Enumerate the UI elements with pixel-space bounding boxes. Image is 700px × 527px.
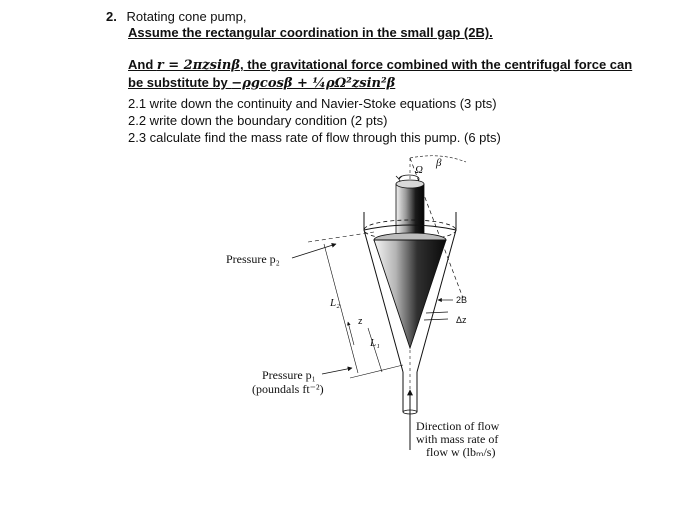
problem-number: 2. bbox=[106, 9, 117, 24]
flow-caption-line3: flow w (lbₘ/s) bbox=[426, 445, 496, 459]
pressure-p2-arrow bbox=[292, 244, 336, 258]
question-2-1: 2.1 write down the continuity and Navier-Stoke equations (3 pts) bbox=[128, 96, 497, 111]
pressure-p2-label: Pressure p₂ bbox=[226, 252, 280, 266]
l1-dimension-line bbox=[368, 328, 382, 372]
rotating-shaft bbox=[396, 184, 424, 240]
rotating-cone-pump-figure bbox=[220, 150, 550, 465]
z-label: z bbox=[358, 316, 363, 326]
assumption-text: Assume the rectangular coordination in the small gap (2B). bbox=[128, 25, 493, 40]
flow-caption-line2: with mass rate of bbox=[416, 432, 499, 446]
lower-dimension-extension bbox=[350, 365, 403, 378]
problem-title: Rotating cone pump, bbox=[126, 9, 247, 24]
z-axis-arrow bbox=[348, 322, 354, 345]
statement-part2: , the gravitational force combined with the centrifugal force can bbox=[239, 57, 633, 72]
gap-label: 2B bbox=[456, 295, 468, 305]
pressure-p1-label: Pressure p₁ bbox=[262, 368, 316, 382]
statement-line-1 bbox=[128, 57, 632, 74]
statement-line2-prefix: be substitute by bbox=[128, 75, 232, 90]
problem-heading bbox=[106, 9, 246, 25]
question-2-3: 2.3 calculate find the mass rate of flow through this pump. (6 pts) bbox=[128, 130, 501, 145]
pressure-units-label: (poundals ft⁻²) bbox=[252, 382, 324, 396]
rotating-cone bbox=[374, 240, 446, 348]
pressure-p1-arrow bbox=[322, 368, 352, 374]
dz-line-top bbox=[426, 312, 448, 313]
l1-label: L₁ bbox=[370, 337, 380, 349]
question-2-2: 2.2 write down the boundary condition (2 pts) bbox=[128, 113, 388, 128]
shaft-top bbox=[396, 180, 424, 188]
flow-caption-line1: Direction of flow bbox=[416, 419, 500, 433]
l2-label: L₂ bbox=[330, 297, 340, 309]
dz-label: Δz bbox=[456, 315, 467, 325]
dz-line-bottom bbox=[424, 319, 448, 320]
statement-line-2 bbox=[128, 75, 395, 92]
beta-label: β bbox=[436, 157, 442, 169]
statement-math-force: −ρgcosβ + ¼ρΩ²zsin²β bbox=[231, 76, 396, 91]
statement-math-radius: r = 2πzsinβ bbox=[156, 58, 240, 73]
upper-dimension-extension bbox=[308, 232, 374, 242]
omega-label: Ω bbox=[415, 164, 423, 176]
statement-part1: And bbox=[128, 57, 157, 72]
rotation-arrowhead-icon bbox=[396, 176, 402, 179]
